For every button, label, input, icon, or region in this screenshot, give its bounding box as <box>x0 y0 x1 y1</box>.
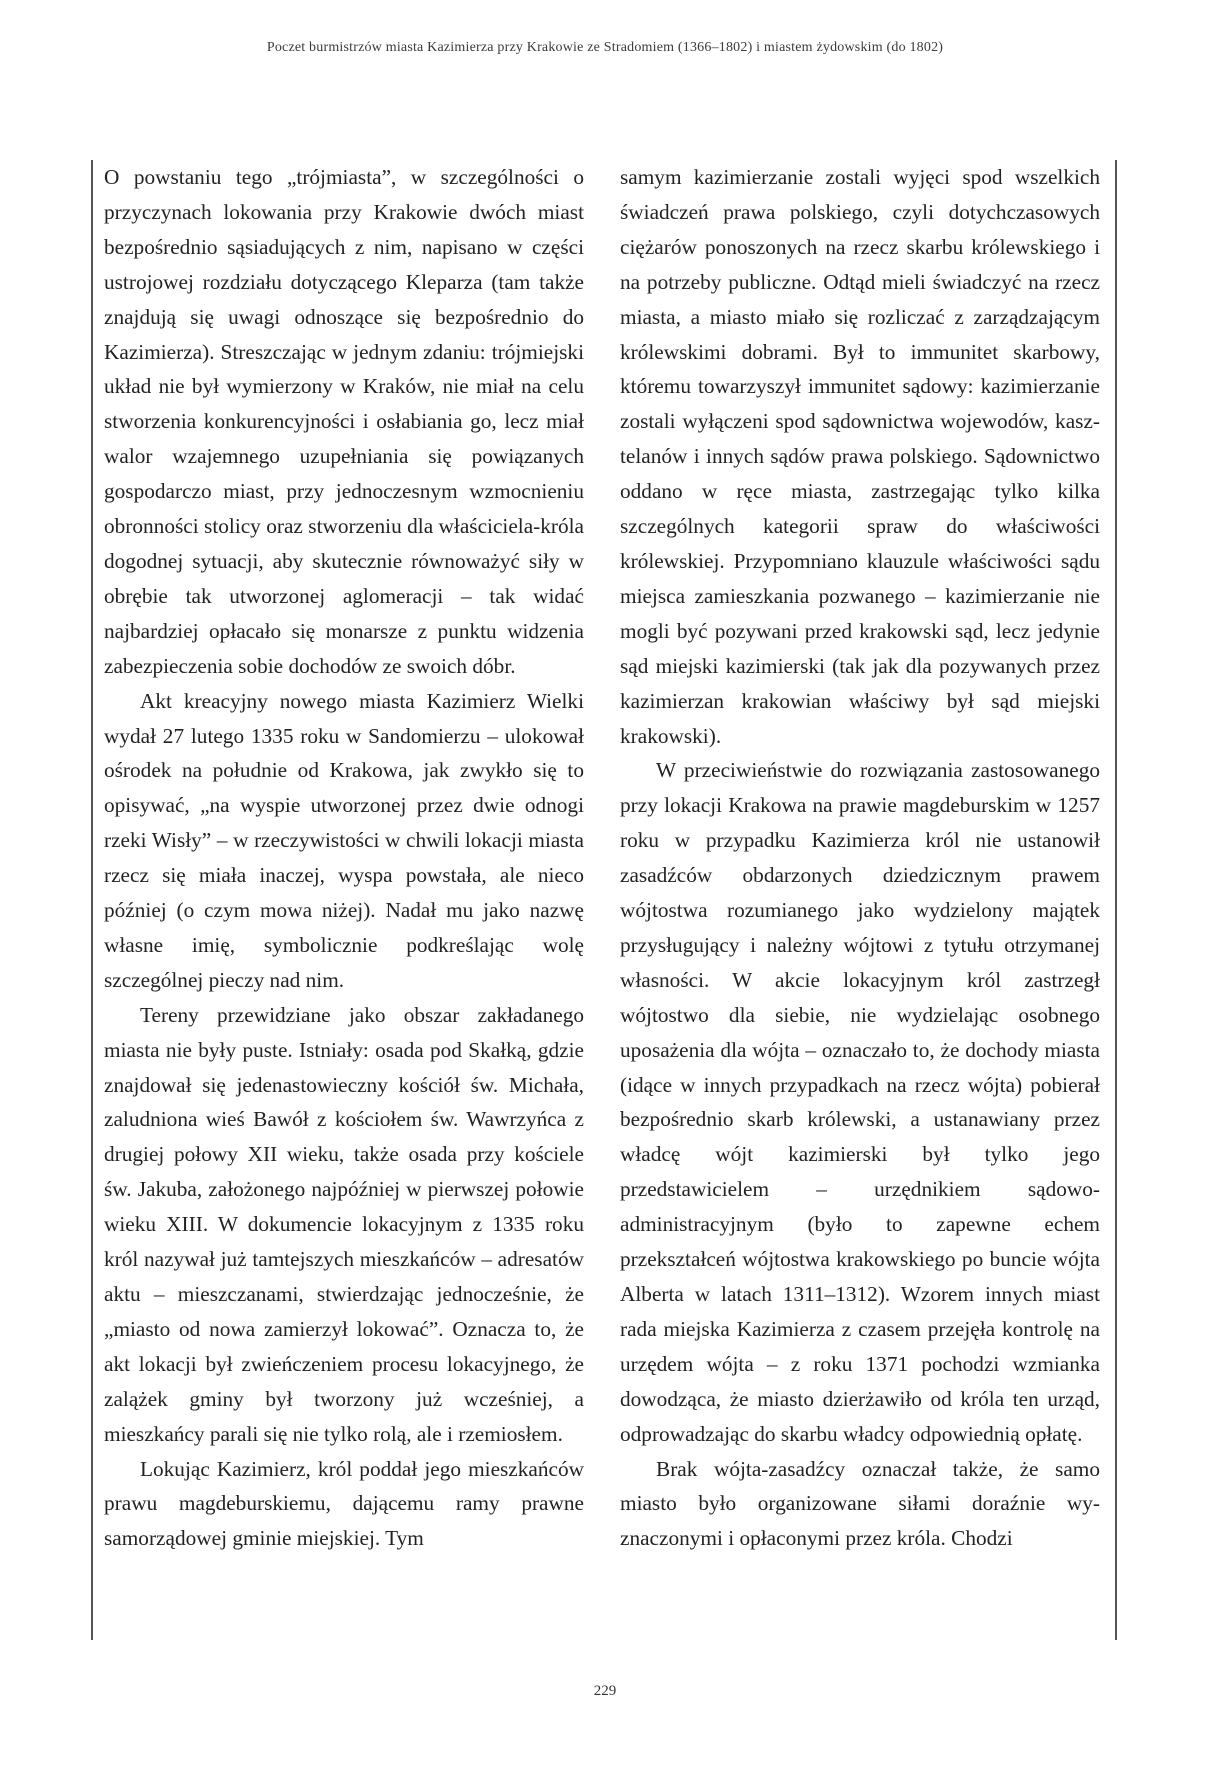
paragraph: Brak wójta-zasadźcy oznaczał także, że samo miasto było organizowane siłami doraźnie wyznaczonymi i opłaconymi przez króla. Chodzi <box>620 1456 1100 1551</box>
page-number: 229 <box>593 1683 617 1699</box>
paragraph: W przeciwieństwie do rozwiązania zastosowanego przy lokacji Krakowa na prawie magdeburskim w 1257 roku w przypadku Kazimierza król nie ustanowił zasadźców obdarzonych dziedzicznym prawem wójtostwa rozumianego jako wydzielony majątek przysługujący i należny wójtowi z tytułu otrzymanej własności. W akcie lokacyjnym król zastrzegł wójtostwo dla siebie, nie wydzielając osobnego uposażenia dla wójta – oznaczało to, że dochody miasta (idące w innych przypadkach na rzecz wójta) pobierał bezpośrednio skarb królewski, a ustanawiany przez władcę wójt kazimierski był tylko jego przedstawicielem – urzędnikiem sądowo-administracyjnym (było to zapewne echem przekształceń wójtostwa krakowskiego po buncie wójta Alberta w latach 1311–1312). Wzorem innych miast rada miejska Kazimierza z czasem przejęła kontrolę na urzędem wójta – z roku 1371 pochodzi wzmianka dowodząca, że miasto dzierżawiło od króla ten urząd, odprowadzając do skarbu władcy odpowiednią opłatę. <box>620 758 1100 1446</box>
right-text-column <box>620 160 1100 1556</box>
right-margin-rule <box>1115 160 1117 1640</box>
paragraph: Tereny przewidziane jako obszar zakładanego miasta nie były puste. Istniały: osada pod Skałką, gdzie znajdował się jedenastowieczny kościół św. Michała, zaludniona wieś Bawół z kościołem św. Wawrzyńca z drugiej połowy XII wieku, także osada przy kościele św. Jakuba, założonego najpóźniej w pierwszej połowie wieku XIII. W dokumencie lokacyjnym z 1335 roku król nazywał już tamtejszych mieszkańców – adresatów aktu – mieszczanami, stwierdzając jednocześnie, że „miasto od nowa zamierzył lokować”. Oznacza to, że akt lokacji był zwieńczeniem procesu lokacyjnego, że zalążek gminy był tworzony już wcześniej, a mieszkańcy parali się nie tylko rolą, ale i rzemiosłem. <box>104 1002 584 1446</box>
paragraph: Lokując Kazimierz, król poddał jego mieszkańców prawu magdeburskiemu, dającemu ramy prawne samorządowej gminie miejskiej. Tym <box>104 1456 584 1551</box>
paragraph: O powstaniu tego „trójmiasta”, w szczególności o przyczynach lokowania przy Krakowie dwóch miast bezpośrednio sąsiadujących z nim, napisano w części ustrojowej rozdziału dotyczącego Kleparza (tam także znajdują się uwagi odnoszące się bezpośrednio do Kazimierza). Streszczając w jednym zdaniu: trójmiejski układ nie był wymierzony w Kraków, nie miał na celu stworzenia konkurencyjności i osłabiania go, lecz miał walor wzajemnego uzupełniania się powiązanych gospodarczo miast, przy jednoczesnym wzmocnieniu obronności stolicy oraz stworzeniu dla właściciela-króla dogodnej sytuacji, aby skutecznie równoważyć siły w obrębie tak utworzonej aglomeracji – tak widać najbardziej opłacało się monarsze z punktu widzenia zabezpieczenia sobie dochodów ze swoich dóbr. <box>104 165 584 678</box>
paragraph: samym kazimierzanie zostali wyjęci spod wszelkich świadczeń prawa polskiego, czyli dotychczasowych ciężarów ponoszonych na rzecz skarbu królewskiego i na potrzeby publiczne. Odtąd mieli świadczyć na rzecz miasta, a miasto miało się rozliczać z zarządzającym królewskimi dobrami. Był to immunitet skarbowy, któremu towarzyszył immunitet sądowy: kazimierzanie zostali wyłączeni spod sądownictwa wojewodów, kasztelanów i innych sądów prawa polskiego. Sądownictwo oddano w ręce miasta, zastrzegając tylko kilka szczególnych kategorii spraw do właściwości królewskiej. Przypomniano klauzule właściwości sądu miejsca zamieszkania pozwanego – kazimierzanie nie mogli być pozywani przed krakowski sąd, lecz jedynie sąd miejski kazimierski (tak jak dla pozywanych przez kazimierzan krakowian właściwy był sąd miejski krakowski). <box>620 165 1100 748</box>
paragraph: Akt kreacyjny nowego miasta Kazimierz Wielki wydał 27 lutego 1335 roku w Sandomierzu – ulokował ośrodek na południe od Krakowa, jak zwykło się to opisywać, „na wyspie utworzonej przez dwie odnogi rzeki Wisły” – w rzeczywistości w chwili lokacji miasta rzecz się miała inaczej, wyspa powstała, ale nieco później (o czym mowa niżej). Nadał mu jako nazwę własne imię, symbolicznie podkreślając wolę szczególnej pieczy nad nim. <box>104 688 584 992</box>
left-text-column <box>104 160 584 1556</box>
left-margin-rule <box>91 160 93 1640</box>
running-header: Poczet burmistrzów miasta Kazimierza przy Krakowie ze Stradomiem (1366–1802) i miastem żydowskim (do 1802) <box>266 40 944 55</box>
